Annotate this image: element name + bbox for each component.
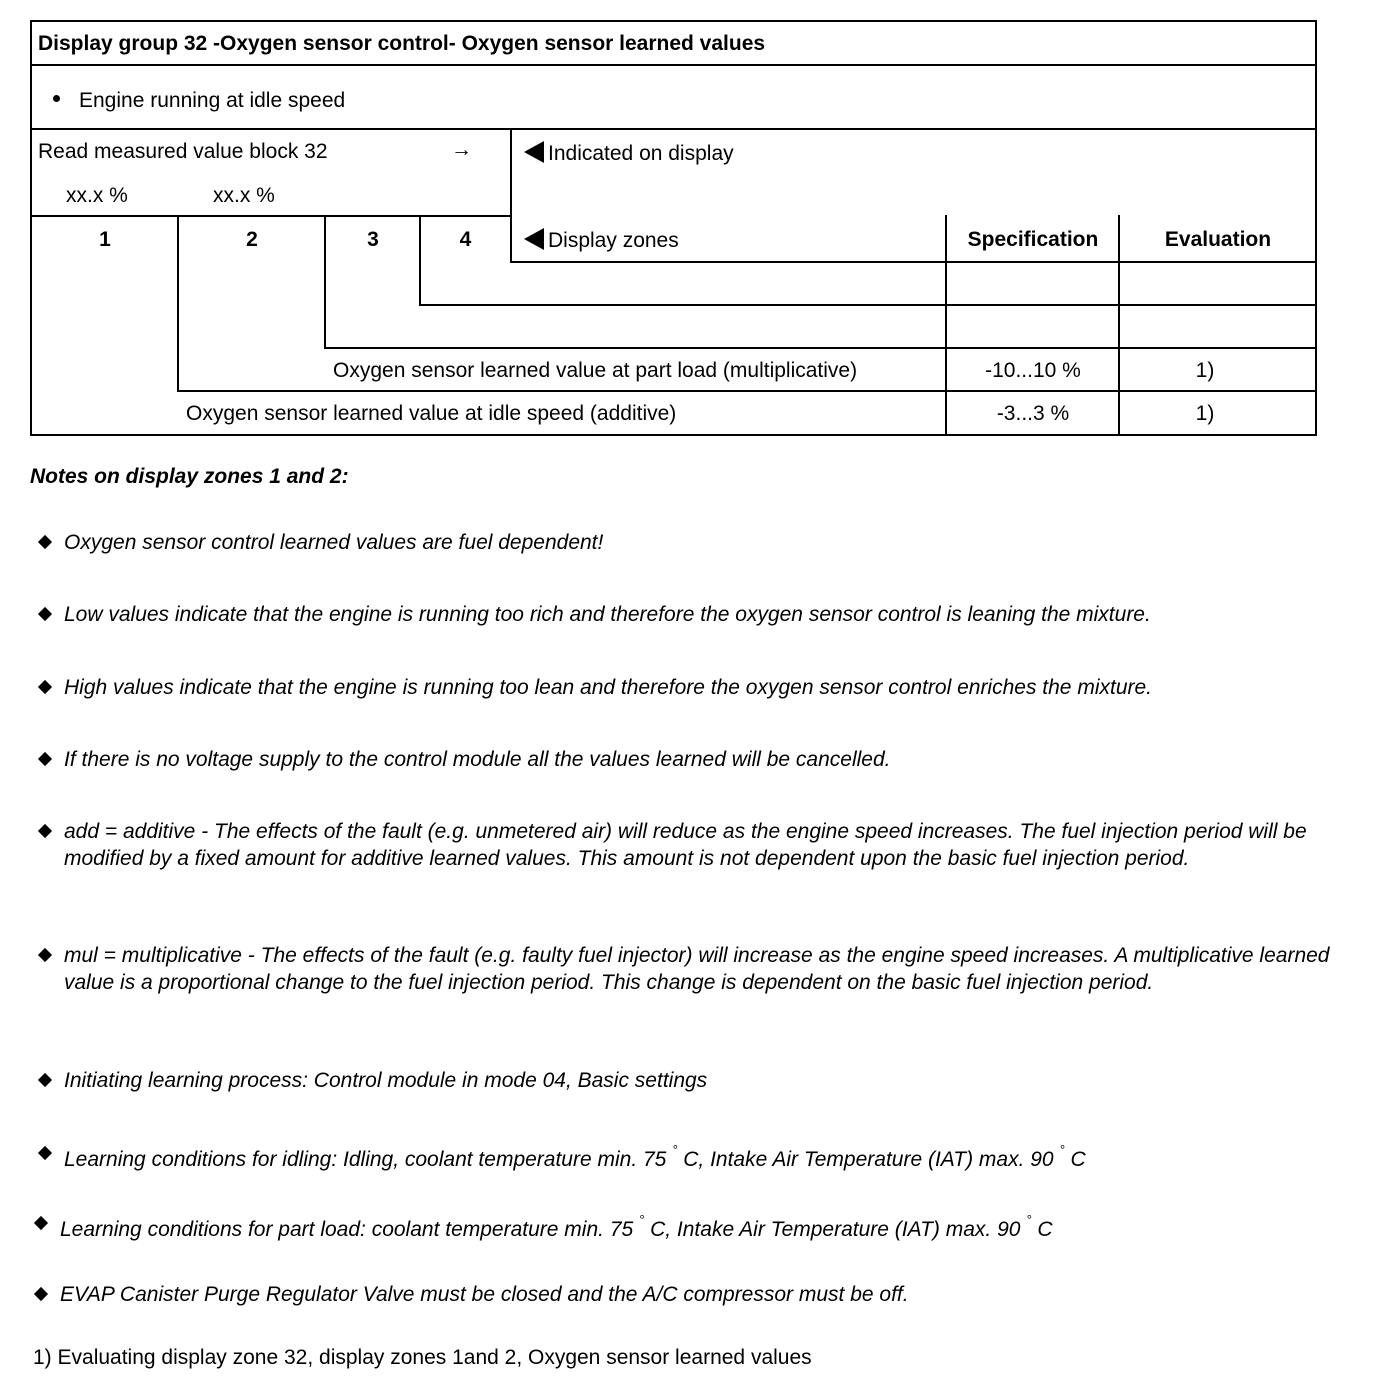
- diamond-bullet-icon: [38, 607, 52, 621]
- row-evaluation: 1): [1195, 359, 1215, 382]
- diamond-bullet-icon: [38, 1146, 52, 1160]
- diamond-bullet-icon: [34, 1216, 48, 1230]
- row-evaluation: 1): [1195, 402, 1215, 425]
- value-zone-2: xx.x %: [213, 184, 275, 207]
- diamond-bullet-icon: [38, 1073, 52, 1087]
- zone-number-2: 2: [246, 228, 258, 251]
- pointer-triangle-icon: [524, 141, 544, 163]
- value-zone-1: xx.x %: [66, 184, 128, 207]
- display-zones-label: Display zones: [524, 228, 679, 253]
- read-block-label: Read measured value block 32: [38, 140, 328, 163]
- condition-text: Engine running at idle speed: [79, 89, 346, 112]
- arrow-right-icon: →: [451, 138, 472, 161]
- bullet-dot: [53, 95, 60, 102]
- table-title: Display group 32 -Oxygen sensor control- Oxygen sensor learned values: [38, 32, 766, 55]
- zone-number-1: 1: [99, 228, 111, 251]
- diamond-bullet-icon: [34, 1287, 48, 1301]
- evaluation-header: Evaluation: [1164, 228, 1272, 251]
- footnote: 1) Evaluating display zone 32, display zones 1and 2, Oxygen sensor learned values: [33, 1346, 812, 1369]
- zone-number-4: 4: [459, 228, 472, 251]
- diamond-bullet-icon: [38, 752, 52, 766]
- pointer-triangle-icon: [524, 228, 544, 250]
- row-description: Oxygen sensor learned value at part load (multiplicative): [333, 359, 858, 382]
- diamond-bullet-icon: [38, 824, 52, 838]
- diamond-bullet-icon: [38, 680, 52, 694]
- diamond-bullet-icon: [38, 948, 52, 962]
- row-description: Oxygen sensor learned value at idle speed (additive): [186, 402, 677, 425]
- row-specification: -10...10 %: [985, 359, 1081, 382]
- zone-number-3: 3: [367, 228, 379, 251]
- row-specification: -3...3 %: [996, 402, 1070, 425]
- specification-header: Specification: [967, 228, 1099, 251]
- notes-heading: Notes on display zones 1 and 2:: [30, 465, 349, 488]
- diamond-bullet-icon: [38, 535, 52, 549]
- indicated-on-display: Indicated on display: [524, 141, 734, 166]
